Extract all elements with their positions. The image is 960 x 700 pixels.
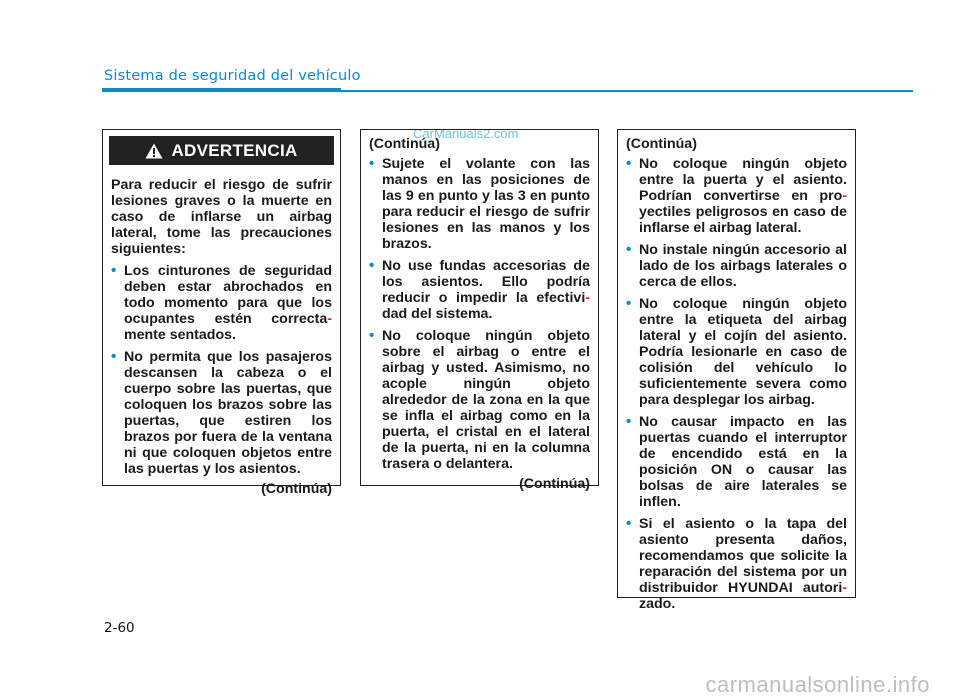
warning-box <box>102 129 341 497</box>
continued-heading: (Continúa) <box>626 136 697 152</box>
list-item-text: No use fundas accesorias de los asientos. Ello podría reducir o impedir la efectivi <box>382 258 590 306</box>
list-item <box>369 156 590 252</box>
warning-list <box>369 156 590 472</box>
list-item-tail: zado. <box>639 596 676 612</box>
continued-heading: (Continúa) <box>369 136 440 152</box>
list-item <box>626 156 847 236</box>
bullet-icon: • <box>111 348 117 365</box>
bullet-icon: • <box>369 257 375 274</box>
list-item-text: No instale ningún accesorio al lado de los airbags laterales o cerca de ellos. <box>639 242 847 290</box>
list-item-text: No permita que los pasajeros descansen la cabeza o el cuerpo sobre las puertas, que coloquen los brazos sobre las puertas, que estiren los brazos por fuera de la ventana ni que coloquen objetos entre las puertas y los asientos. <box>124 349 332 477</box>
hyphen: - <box>585 290 590 306</box>
warning-banner-label: ADVERTENCIA <box>171 140 298 160</box>
page-number: 2-60 <box>104 620 135 636</box>
list-item <box>626 414 847 510</box>
bullet-icon: • <box>626 241 632 258</box>
warning-box-continued-1 <box>360 129 599 492</box>
bullet-icon: • <box>626 155 632 172</box>
list-item <box>369 258 590 322</box>
warning-intro: Para reducir el riesgo de sufrir lesiones graves o la muerte en caso de inflarse un airbag lateral, tome las precauciones siguientes: <box>111 177 332 257</box>
footer-watermark: carmanualsonline.info <box>705 672 930 697</box>
warning-list <box>111 263 332 477</box>
list-item-tail: dad del sistema. <box>382 306 493 322</box>
hyphen: - <box>842 580 847 596</box>
bullet-icon: • <box>626 413 632 430</box>
bullet-icon: • <box>111 262 117 279</box>
list-item <box>626 242 847 290</box>
section-title: Sistema de seguridad del vehículo <box>104 68 361 84</box>
bullet-icon: • <box>369 327 375 344</box>
continued-label: (Continúa) <box>519 476 590 492</box>
bullet-icon: • <box>626 515 632 532</box>
list-item <box>369 328 590 472</box>
warning-banner <box>109 136 334 165</box>
list-item <box>626 296 847 408</box>
header-rule-thick <box>102 88 341 92</box>
list-item <box>111 263 332 343</box>
list-item-text: No coloque ningún objeto sobre el airbag o entre el airbag y usted. Asimismo, no acople ningún objeto alrededor de la zona en la que se infla el airbag como en la puerta, el cristal en el lateral de la puerta, ni en la columna trasera o delantera. <box>382 328 590 472</box>
list-item <box>626 516 847 612</box>
warning-triangle-icon <box>145 143 163 159</box>
warning-box-continued-2 <box>617 129 856 612</box>
list-item-text: Si el asiento o la tapa del asiento presenta daños, recomendamos que solicite la reparación del sistema por un distribuidor HYUNDAI autori <box>639 516 847 596</box>
hyphen: - <box>327 311 332 327</box>
hyphen: - <box>842 188 847 204</box>
bullet-icon: • <box>369 155 375 172</box>
list-item-text: Los cinturones de seguridad deben estar abrochados en todo momento para que los ocupantes estén correcta <box>124 263 332 327</box>
list-item <box>111 349 332 477</box>
watermark: CarManuals2.com <box>413 126 519 141</box>
list-item-tail: yectiles peligrosos en caso de inflarse el airbag lateral. <box>639 204 847 236</box>
header-rule-thin <box>341 90 913 92</box>
list-item-text: Sujete el volante con las manos en las posiciones de las 9 en punto y las 3 en punto para reducir el riesgo de sufrir lesiones en las manos y los brazos. <box>382 156 590 252</box>
list-item-tail: mente sentados. <box>124 327 236 343</box>
list-item-text: No coloque ningún objeto entre la puerta y el asiento. Podrían convertirse en pro <box>639 156 847 204</box>
warning-list <box>626 156 847 612</box>
continued-label: (Continúa) <box>261 481 332 497</box>
list-item-text: No causar impacto en las puertas cuando el interruptor de encendido está en la posición ON o causar las bolsas de aire laterales se inflen. <box>639 414 847 510</box>
bullet-icon: • <box>626 295 632 312</box>
list-item-text: No coloque ningún objeto entre la etiqueta del airbag lateral y el cojín del asiento. Podría lesionarle en caso de colisión del vehículo lo suficientemente severa como para desplegar los airbag. <box>639 296 847 408</box>
